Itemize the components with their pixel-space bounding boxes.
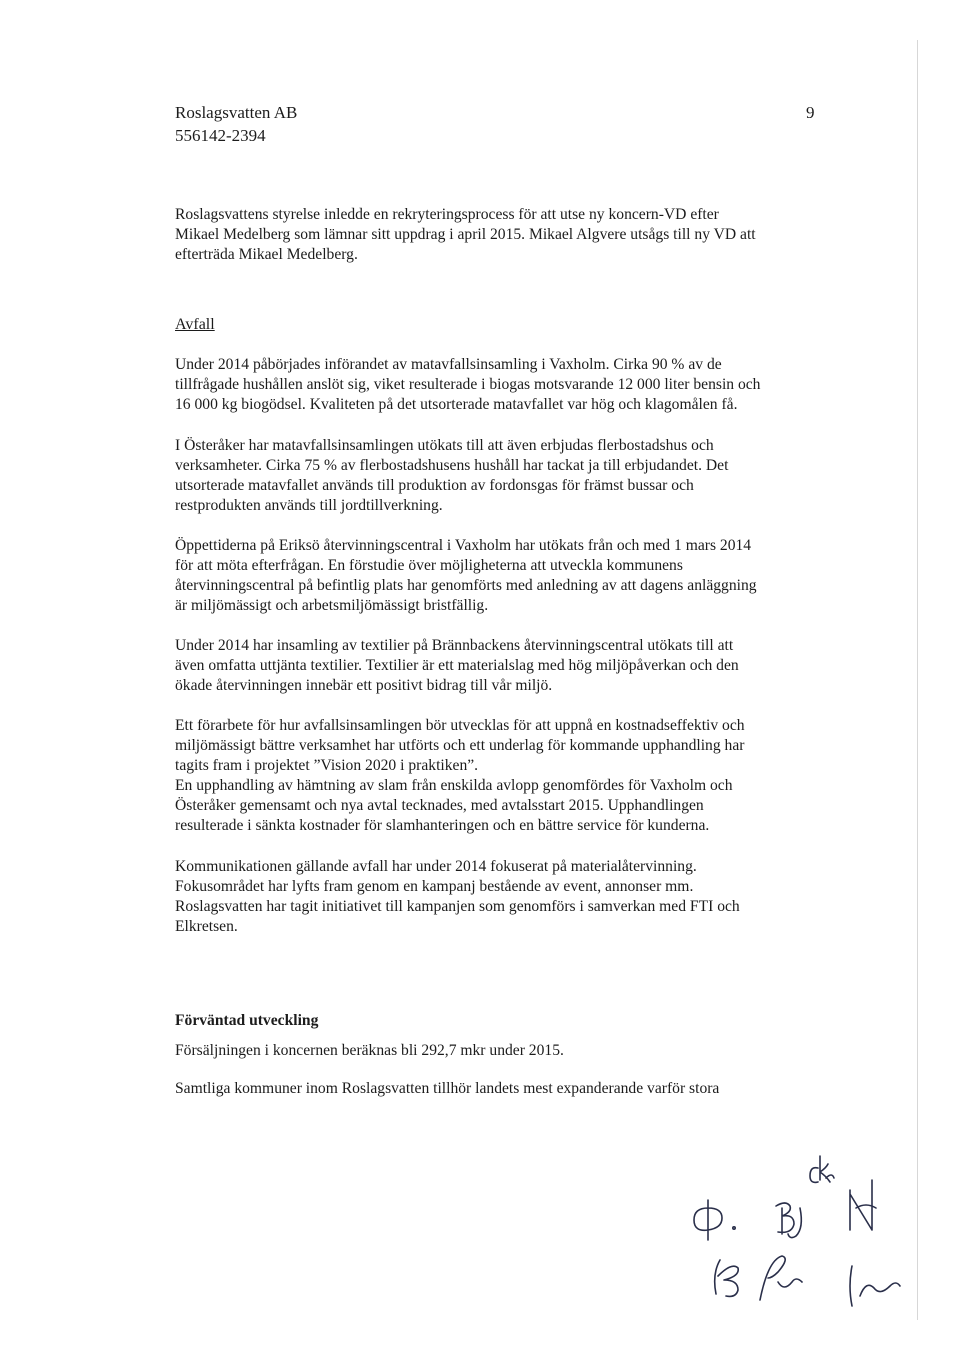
initial-stroke [776,1203,794,1234]
text-line: ökade återvinningen innebär ett positivt bidrag till vår miljö. [175,677,553,694]
text-line: Roslagsvattens styrelse inledde en rekryteringsprocess för att utse ny koncern-VD efter [175,206,719,223]
text-line: är miljömässigt och arbetsmiljömässigt bristfällig. [175,597,489,614]
text-line: verksamheter. Cirka 75 % av flerbostadshusens hushåll har tackat ja till erbjudandet. Det [175,457,729,474]
text-line: Elkretsen. [175,918,238,935]
text-line: I Österåker har matavfallsinsamlingen utökats till att även erbjudas flerbostadshus och [175,437,714,454]
initial-stroke [850,1266,900,1306]
text-line: Roslagsvatten har tagit initiativet till kampanjen som genomförs i samverkan med FTI och [175,898,740,915]
text-line: Kommunikationen gällande avfall har under 2014 fokuserat på materialåtervinning. [175,858,697,875]
text-line: Österåker gemensamt och nya avtal tecknades, med avtalsstart 2015. Upphandlingen [175,797,704,814]
paragraph-vision-2020-and-sludge [175,716,825,836]
initial-stroke [826,1175,834,1178]
text-line: resulterade i sänkta kostnader för slamhanteringen och en bättre service för kunderna. [175,817,710,834]
text-line: Mikael Medelberg som lämnar sitt uppdrag i april 2015. Mikael Algvere utsågs till ny VD att [175,226,756,243]
initial-stroke [733,1227,735,1229]
text-line: 16 000 kg biogödsel. Kvaliteten på det utsorterade matavfallet var hög och klagomålen få. [175,396,738,413]
text-line: återvinningscentral på befintlig plats har genomförts med anledning av att dagens anläggning [175,577,757,594]
initial-stroke [850,1180,876,1230]
text-line: utsorterade matavfallet används till produktion av fordonsgas för främst bussar och [175,477,694,494]
text-line: restprodukten används till jordtillverkning. [175,497,443,514]
text-line: Samtliga kommuner inom Roslagsvatten tillhör landets mest expanderande varför stora [175,1080,720,1097]
text-line: tillfrågade hushållen anslöt sig, viket resulterade i biogas motsvarande 12 000 liter bensin och [175,376,761,393]
paragraph-osteraker-food-waste [175,436,825,516]
section-heading-avfall: Avfall [175,316,215,333]
paragraph-sales-forecast [175,1041,825,1061]
scan-edge-line [917,40,918,1320]
header-company-block [175,101,297,147]
text-line: Under 2014 påbörjades införandet av matavfallsinsamling i Vaxholm. Cirka 90 % av de [175,356,722,373]
paragraph-expanding-municipalities [175,1079,825,1099]
page-number: 9 [806,103,815,122]
text-line: Försäljningen i koncernen beräknas bli 292,7 mkr under 2015. [175,1042,564,1059]
paragraph-ceo-recruitment [175,205,825,265]
text-line: tagits fram i projektet ”Vision 2020 i praktiken”. [175,757,479,774]
paragraph-communication [175,857,825,937]
paragraph-vaxholm-food-waste [175,355,825,415]
initial-stroke [810,1156,830,1182]
text-line: Under 2014 har insamling av textilier på Brännbackens återvinningscentral utökats till att [175,637,734,654]
paragraph-textiles [175,636,825,696]
org-number: 556142-2394 [175,126,266,145]
text-line: Ett förarbete för hur avfallsinsamlingen bör utvecklas för att uppnå en kostnadseffektiv och [175,717,745,734]
text-line: Fokusområdet har lyfts fram genom en kampanj bestående av event, annonser mm. [175,878,694,895]
text-line: En upphandling av hämtning av slam från enskilda avlopp genomfördes för Vaxholm och [175,777,733,794]
initial-stroke [760,1256,802,1300]
text-line: miljömässigt bättre verksamhet har utförts och ett underlag för kommande upphandling har [175,737,745,754]
text-line: för att möta efterfrågan. En förstudie över möjligheterna att utveckla kommunens [175,557,683,574]
handwritten-initials [660,1150,920,1330]
text-line: Öppettiderna på Eriksö återvinningscentral i Vaxholm har utökats från och med 1 mars 2014 [175,537,752,554]
initial-stroke [694,1200,722,1240]
initial-stroke [715,1260,739,1296]
company-name: Roslagsvatten AB [175,103,298,122]
text-line: efterträda Mikael Medelberg. [175,246,358,263]
text-line: även omfatta uttjänta textilier. Textilier är ett materialslag med hög miljöpåverkan och den [175,657,739,674]
section-heading-forvantad-utveckling: Förväntad utveckling [175,1012,319,1029]
paragraph-eriksoe-opening-hours [175,536,825,616]
